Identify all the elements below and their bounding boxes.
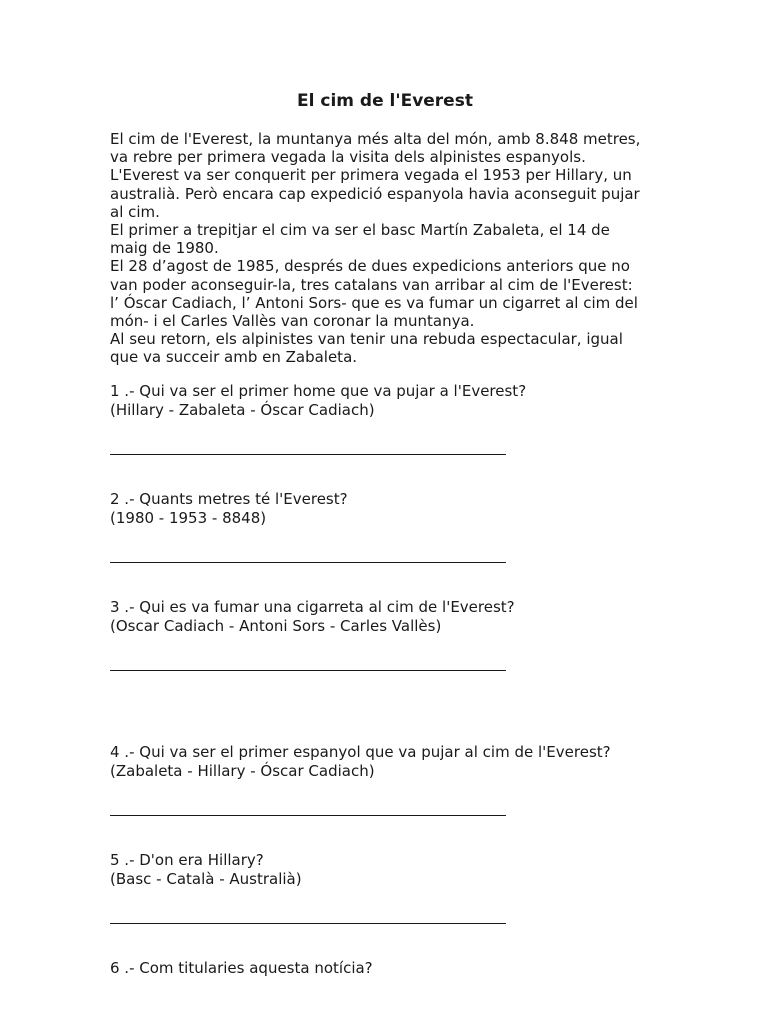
question-options: (1980 - 1953 - 8848) <box>110 508 267 527</box>
body-line: australià. Però encara cap expedició espanyola havia aconseguit pujar <box>110 184 640 203</box>
question-2 <box>110 490 710 527</box>
body-line: va rebre per primera vegada la visita dels alpinistes espanyols. <box>110 148 586 167</box>
question-options: (Zabaleta - Hillary - Óscar Cadiach) <box>110 761 375 780</box>
body-line: Al seu retorn, els alpinistes van tenir una rebuda espectacular, igual <box>110 330 623 349</box>
question-6 <box>110 959 710 978</box>
body-line: maig de 1980. <box>110 239 219 258</box>
question-1 <box>110 382 710 419</box>
question-text: 6 .- Com titularies aquesta notícia? <box>110 959 373 977</box>
body-line: l’ Óscar Cadiach, l’ Antoni Sors- que es va fumar un cigarret al cim del <box>110 293 638 312</box>
question-text: 4 .- Qui va ser el primer espanyol que va pujar al cim de l'Everest? <box>110 743 611 761</box>
body-line: al cim. <box>110 202 160 221</box>
answer-line-1 <box>110 454 506 455</box>
question-options: (Oscar Cadiach - Antoni Sors - Carles Vallès) <box>110 616 442 635</box>
question-options: (Basc - Català - Australià) <box>110 869 302 888</box>
answer-line-4 <box>110 815 506 816</box>
answer-line-2 <box>110 562 506 563</box>
answer-line-5 <box>110 923 506 924</box>
article-body <box>110 130 670 367</box>
body-line: El cim de l'Everest, la muntanya més alta del món, amb 8.848 metres, <box>110 130 641 148</box>
question-4 <box>110 743 710 780</box>
body-line: van poder aconseguir-la, tres catalans van arribar al cim de l'Everest: <box>110 275 633 294</box>
question-text: 1 .- Qui va ser el primer home que va pujar a l'Everest? <box>110 382 527 400</box>
question-3 <box>110 598 710 635</box>
body-line: món- i el Carles Vallès van coronar la muntanya. <box>110 312 475 331</box>
question-5 <box>110 851 710 888</box>
question-text: 2 .- Quants metres té l'Everest? <box>110 490 348 508</box>
answer-line-3 <box>110 670 506 671</box>
body-line: L'Everest va ser conquerit per primera vegada el 1953 per Hillary, un <box>110 166 632 185</box>
question-options: (Hillary - Zabaleta - Óscar Cadiach) <box>110 400 375 419</box>
body-line: que va succeir amb en Zabaleta. <box>110 348 358 367</box>
question-text: 3 .- Qui es va fumar una cigarreta al cim de l'Everest? <box>110 598 515 616</box>
body-line: El 28 d’agost de 1985, després de dues expedicions anteriors que no <box>110 257 630 276</box>
body-line: El primer a trepitjar el cim va ser el basc Martín Zabaleta, el 14 de <box>110 221 610 240</box>
question-text: 5 .- D'on era Hillary? <box>110 851 264 869</box>
page-title: El cim de l'Everest <box>297 91 473 111</box>
